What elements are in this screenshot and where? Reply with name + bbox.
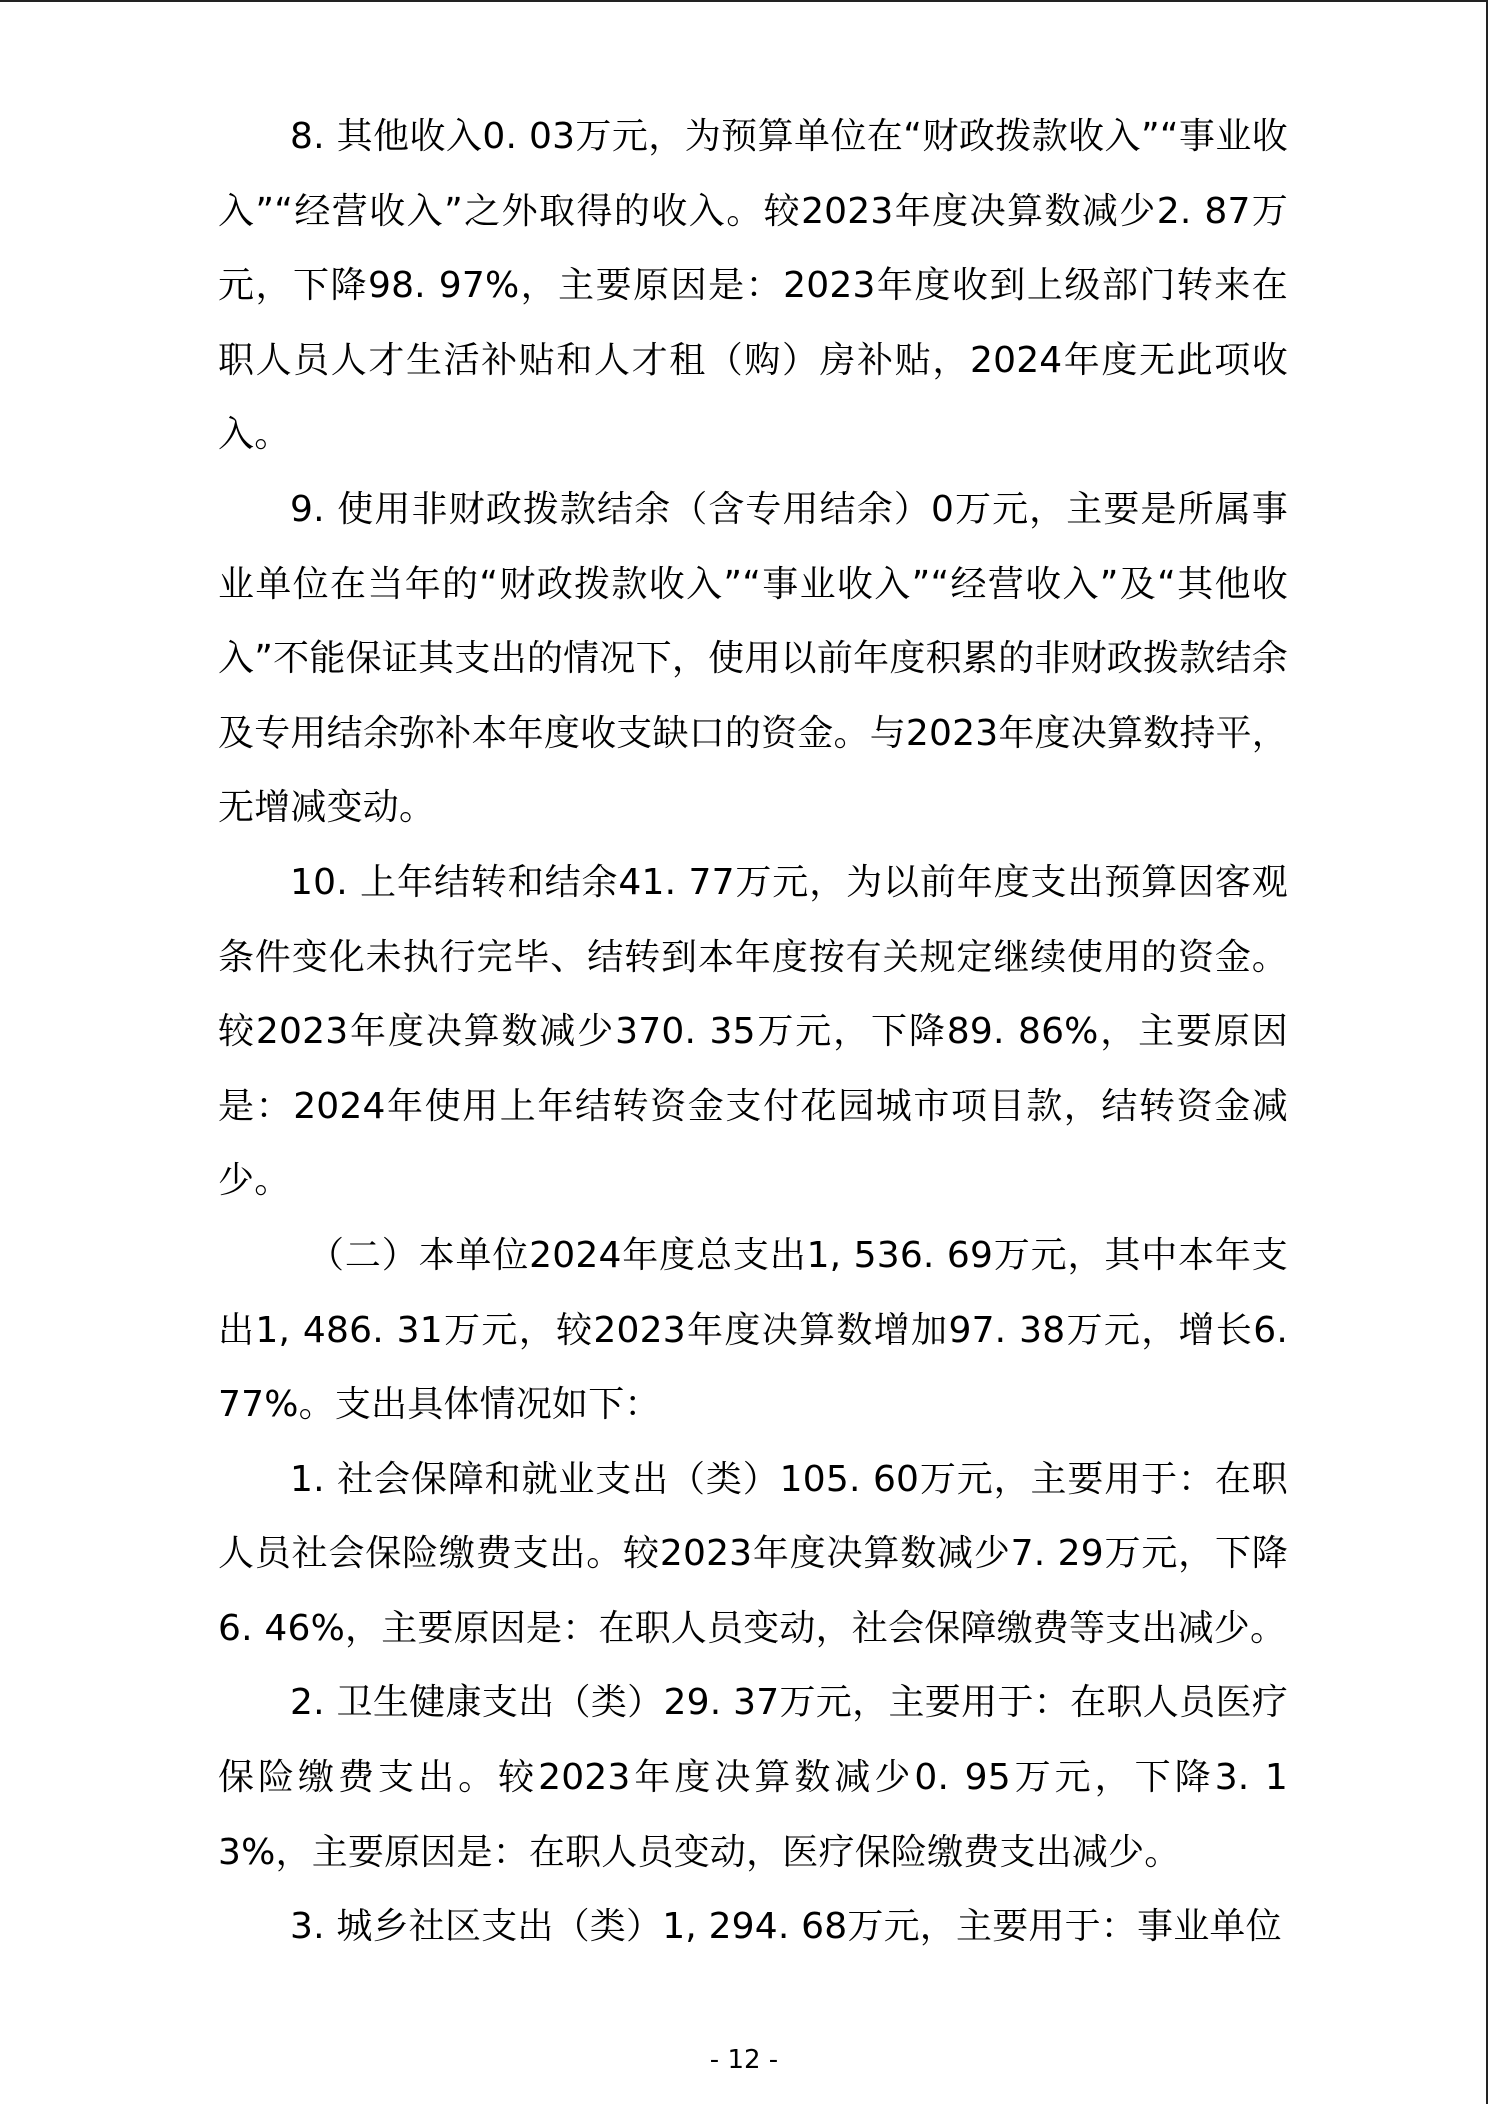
page-number: - 12 - <box>709 2045 779 2075</box>
paragraph-other-income: 8. 其他收入0. 03万元，为预算单位在“财政拨款收入”“事业收入”“经营收入”之外取得的收入。较2023年度决算数减少2. 87万元，下降98. 97%，主要原因是：2023年度收到上级部门转来在职人员人才生活补贴和人才租（购）房补贴，2024年度无此项收入。 <box>218 116 1288 456</box>
paragraph-non-fiscal-balance: 9. 使用非财政拨款结余（含专用结余）0万元，主要是所属事业单位在当年的“财政拨款收入”“事业收入”“经营收入”及“其他收入”不能保证其支出的情况下，使用以前年度积累的非财政拨款结余及专用结余弥补本年度收支缺口的资金。与2023年度决算数持平，无增减变动。 <box>218 488 1288 829</box>
paragraph-health-expenditure: 2. 卫生健康支出（类）29. 37万元，主要用于：在职人员医疗保险缴费支出。较2023年度决算数减少0. 95万元，下降3. 13%，主要原因是：在职人员变动，医疗保险缴费支出减少。 <box>218 1682 1288 1873</box>
paragraph-urban-rural-expenditure: 3. 城乡社区支出（类）1, 294. 68万元，主要用于：事业单位 <box>290 1906 1282 1948</box>
paragraph-carryover-balance: 10. 上年结转和结余41. 77万元，为以前年度支出预算因客观条件变化未执行完毕、结转到本年度按有关规定继续使用的资金。较2023年度决算数减少370. 35万元，下降89. 86%，主要原因是：2024年使用上年结转资金支付花园城市项目款，结转资金减少。 <box>218 861 1288 1202</box>
paragraph-social-security-expenditure: 1. 社会保障和就业支出（类）105. 60万元，主要用于：在职人员社会保险缴费支出。较2023年度决算数减少7. 29万元，下降6. 46%，主要原因是：在职人员变动，社会保障缴费等支出减少。 <box>218 1458 1288 1649</box>
page-top-border <box>0 0 1488 2</box>
paragraph-total-expenditure: （二）本单位2024年度总支出1, 536. 69万元，其中本年支出1, 486. 31万元，较2023年度决算数增加97. 38万元，增长6. 77%。支出具体情况如下： <box>218 1234 1288 1426</box>
document-body <box>218 100 1288 1965</box>
